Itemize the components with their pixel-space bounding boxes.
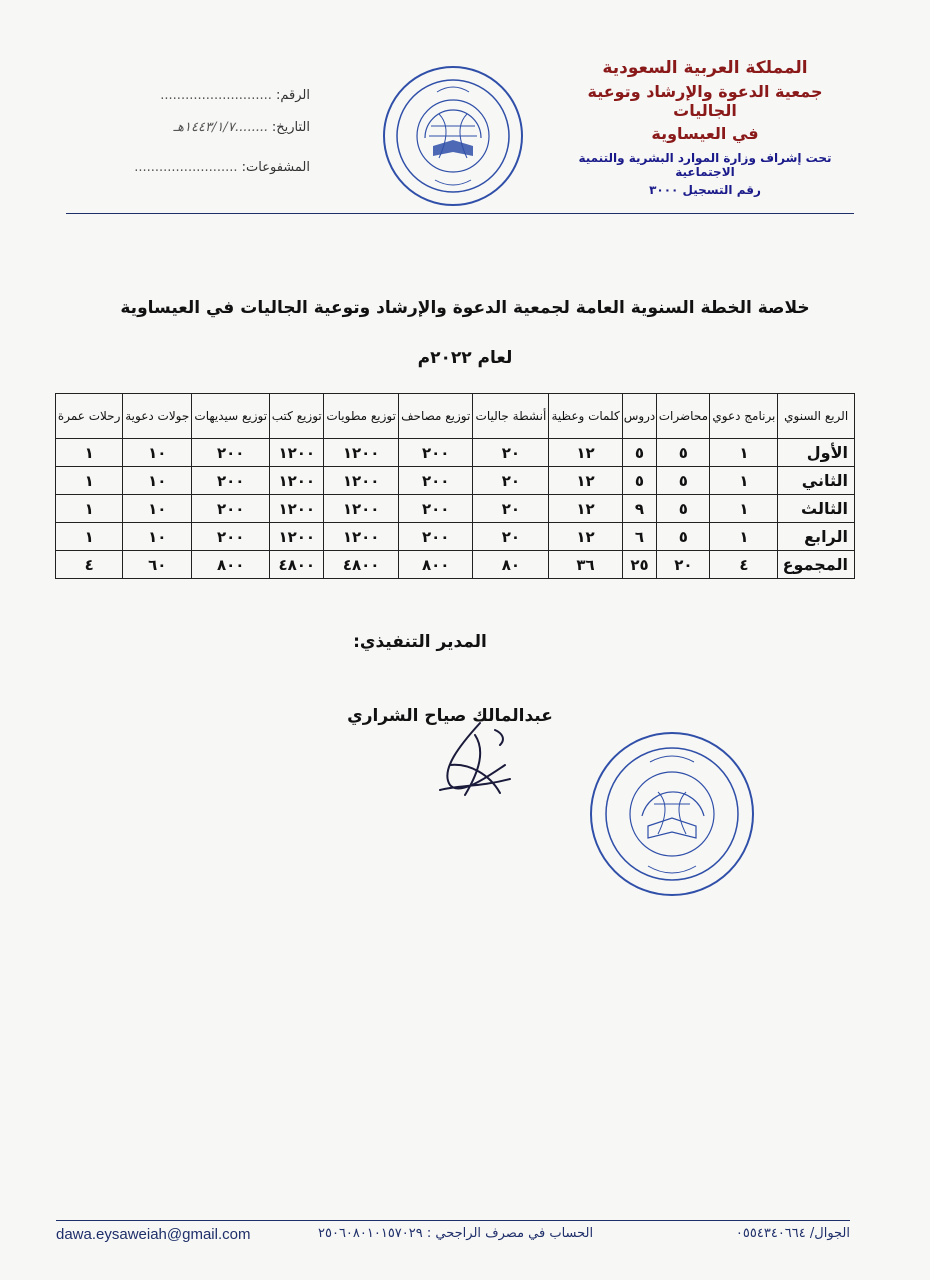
letterhead [560,58,850,197]
header-quran-distribution: توزيع مصاحف [399,394,473,439]
table-cell: ٤ [56,551,123,579]
table-cell: ٨٠٠ [399,551,473,579]
table-cell: ٢٠٠ [399,495,473,523]
director-name: عبدالمالك صياح الشراري [347,706,553,726]
table-cell: ١٢ [549,495,622,523]
footer-bank: الحساب في مصرف الراجحي : ٢٥٠٦٠٨٠١٠١٥٧٠٢٩ [318,1226,594,1241]
footer-divider [56,1220,850,1221]
table-row [56,467,855,495]
header-lessons: دروس [622,394,657,439]
table-cell: ١ [710,467,778,495]
table-cell: ١٠ [123,439,192,467]
table-cell: ٥ [657,439,710,467]
number-field [90,88,310,103]
table-cell: ١٢٠٠ [270,467,324,495]
footer-email[interactable]: dawa.eysaweiah@gmail.com [56,1226,251,1243]
table-row [56,523,855,551]
row-quarter: الأول [778,439,855,467]
table-cell: ١٠ [123,523,192,551]
table-cell: ٢٠ [473,439,549,467]
seal-graphic [385,68,521,204]
table-cell: ٩ [622,495,657,523]
table-cell: ١٢ [549,523,622,551]
header-program: برنامج دعوي [710,394,778,439]
table-cell: ٢٠ [473,523,549,551]
table-cell: ٢٠٠ [192,523,270,551]
table-cell: ٢٠٠ [192,439,270,467]
table-cell: ١٢٠٠ [324,467,399,495]
table-cell: ١٢٠٠ [270,439,324,467]
supervision-text: تحت إشراف وزارة الموارد البشرية والتنمية الاجتماعية [578,151,832,179]
table-cell: ١ [56,495,123,523]
table-cell: ٢٠٠ [399,439,473,467]
table-row [56,495,855,523]
date-value: ........١٤٤٣/١/٧هـ [173,120,268,135]
number-value: ........................... [160,88,272,103]
table-cell: ١٢٠٠ [324,439,399,467]
official-stamp [590,732,754,896]
table-cell: ٨٠٠ [192,551,270,579]
stamp-graphic [592,734,752,894]
table-cell: ٨٠ [473,551,549,579]
footer [56,1226,850,1243]
header-dawah-tours: جولات دعوية [123,394,192,439]
table-cell: ١ [56,523,123,551]
table-cell: ٦٠ [123,551,192,579]
table-cell: ٤٨٠٠ [270,551,324,579]
table-cell: ٥ [622,439,657,467]
association-name: جمعية الدعوة والإرشاد وتوعية الجاليات [587,82,823,120]
header-lectures: محاضرات [657,394,710,439]
table-cell: ٢٠٠ [399,467,473,495]
table-row [56,439,855,467]
row-quarter: الثاني [778,467,855,495]
row-quarter: الثالث [778,495,855,523]
association-seal [383,66,523,206]
attachments-value: ......................... [134,160,238,175]
table-cell: ١٢٠٠ [270,495,324,523]
header-pamphlet-distribution: توزيع مطويات [324,394,399,439]
number-label: الرقم: [276,88,310,103]
table-cell: ٥ [657,523,710,551]
table-cell: ١٠ [123,467,192,495]
director-title: المدير التنفيذي: [353,632,487,652]
row-quarter: الرابع [778,523,855,551]
header-cd-distribution: توزيع سيديهات [192,394,270,439]
table-cell: ٥ [657,495,710,523]
table-cell: ٥ [657,467,710,495]
table-cell: ٢٠ [473,495,549,523]
table-cell: ١ [56,439,123,467]
table-cell: ١ [710,523,778,551]
header-quarter: الربع السنوي [778,394,855,439]
table-cell: ١ [56,467,123,495]
annual-plan-table [55,393,855,579]
table-cell: ٢٠ [473,467,549,495]
date-field [60,120,310,135]
document-year: لعام ٢٠٢٢م [417,348,513,368]
header-divider [66,213,854,214]
table-cell: ١٢٠٠ [324,495,399,523]
table-cell: ٢٥ [622,551,657,579]
footer-mobile: الجوال/ ٠٥٥٤٣٤٠٦٦٤ [735,1226,850,1241]
table-cell: ١٢٠٠ [270,523,324,551]
table-cell: ٦ [622,523,657,551]
kingdom-title: المملكة العربية السعودية [602,58,808,78]
table-cell: ١٢٠٠ [324,523,399,551]
table-cell: ٤٨٠٠ [324,551,399,579]
table-total-row [56,551,855,579]
table-cell: ٥ [622,467,657,495]
registration-number: رقم التسجيل ٣٠٠٠ [649,183,761,197]
header-community-activities: أنشطة جاليات [473,394,549,439]
handwritten-signature [420,715,530,805]
header-sermons: كلمات وعظية [549,394,622,439]
header-book-distribution: توزيع كتب [270,394,324,439]
table-cell: ١٠ [123,495,192,523]
attachments-label: المشفوعات: [241,160,310,175]
table-cell: ١ [710,495,778,523]
association-location: في العيساوية [651,124,759,143]
table-cell: ١٢ [549,439,622,467]
row-total-label: المجموع [778,551,855,579]
table-cell: ٤ [710,551,778,579]
header-umrah-trips: رحلات عمرة [56,394,123,439]
table-cell: ١٢ [549,467,622,495]
table-cell: ٢٠٠ [192,467,270,495]
table-cell: ٢٠٠ [192,495,270,523]
table-cell: ٢٠٠ [399,523,473,551]
date-label: التاريخ: [271,120,310,135]
table-cell: ٢٠ [657,551,710,579]
table-cell: ٣٦ [549,551,622,579]
table-header-row [56,394,855,439]
table-cell: ١ [710,439,778,467]
attachments-field [90,160,310,175]
document-title: خلاصة الخطة السنوية العامة لجمعية الدعوة والإرشاد وتوعية الجاليات في العيساوية [120,298,810,318]
